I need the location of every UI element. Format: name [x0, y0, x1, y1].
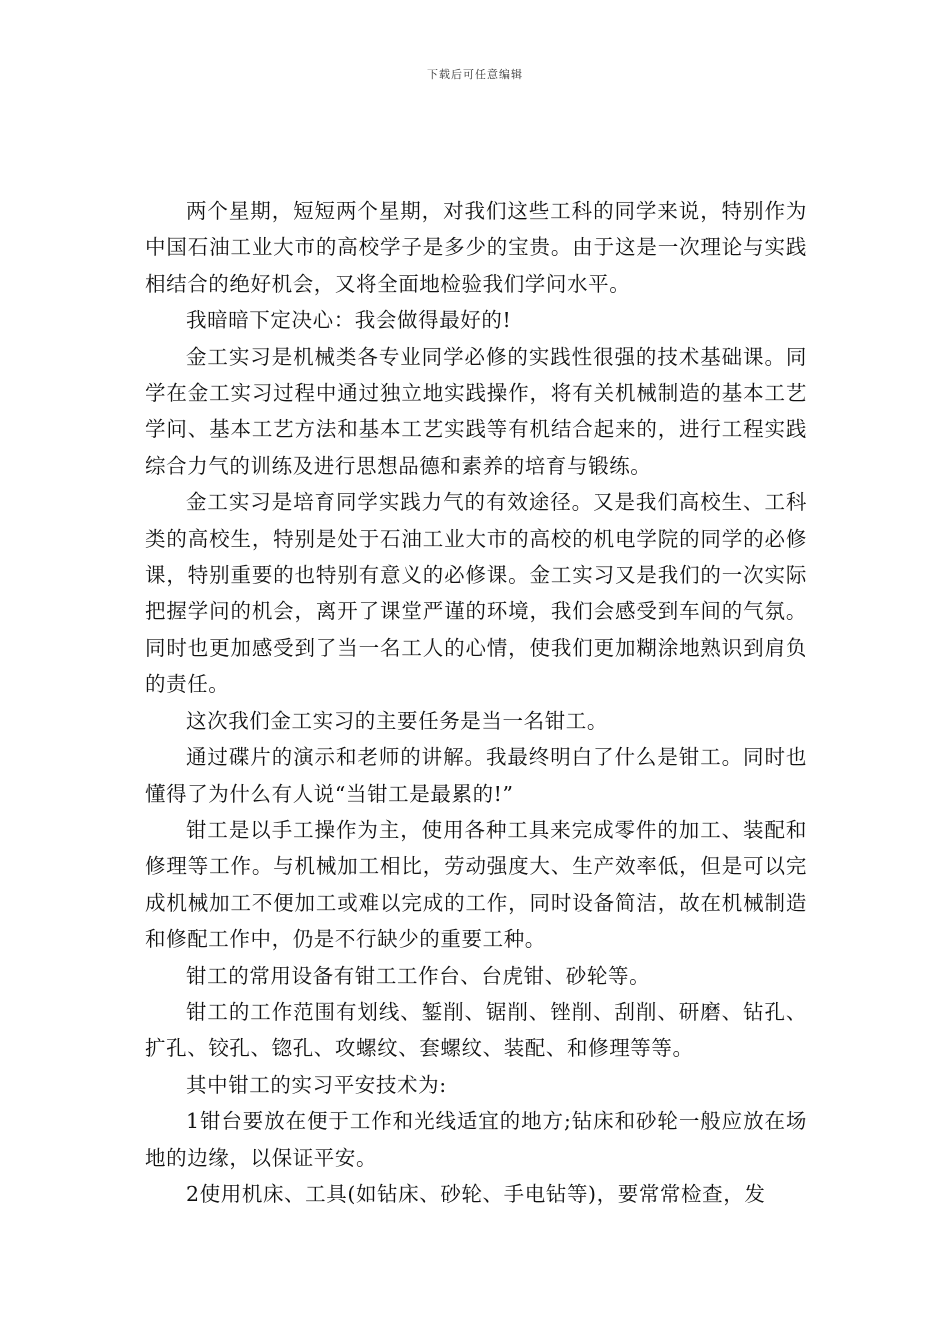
paragraph: 钳工的工作范围有划线、錾削、锯削、锉削、刮削、研磨、钻孔、扩孔、铰孔、锪孔、攻螺纹、套螺纹、装配、和修理等等。	[145, 999, 807, 1061]
paragraph: 其中钳工的实习平安技术为:	[186, 1072, 447, 1097]
body-text	[145, 193, 807, 1212]
paragraph: 通过碟片的演示和老师的讲解。我最终明白了什么是钳工。同时也懂得了为什么有人说“当钳工是最累的!”	[145, 745, 807, 806]
paragraph: 金工实习是培育同学实践力气的有效途径。又是我们高校生、工科类的高校生，特别是处于石油工业大市的高校的机电学院的同学的必修课，特别重要的也特别有意义的必修课。金工实习又是我们的一次实际把握学问的机会，离开了课堂严谨的环境，我们会感受到车间的气氛。同时也更加感受到了当一名工人的心情，使我们更加糊涂地熟识到肩负的责任。	[145, 490, 807, 697]
paragraph: 我暗暗下定决心：我会做得最好的!	[186, 308, 512, 333]
paragraph: 钳工的常用设备有钳工工作台、台虎钳、砂轮等。	[186, 963, 651, 988]
paragraph: 1钳台要放在便于工作和光线适宜的地方;钻床和砂轮一般应放在场地的边缘，以保证平安。	[145, 1109, 807, 1170]
header-note: 下载后可任意编辑	[427, 68, 523, 81]
paragraph: 两个星期，短短两个星期，对我们这些工科的同学来说，特别作为中国石油工业大市的高校学子是多少的宝贵。由于这是一次理论与实践相结合的绝好机会，又将全面地检验我们学问水平。	[145, 199, 807, 296]
paragraph: 金工实习是机械类各专业同学必修的实践性很强的技术基础课。同学在金工实习过程中通过独立地实践操作，将有关机械制造的基本工艺学问、基本工艺方法和基本工艺实践等有机结合起来的，进行工程实践综合力气的训练及进行思想品德和素养的培育与锻练。	[145, 344, 807, 478]
paragraph: 钳工是以手工操作为主，使用各种工具来完成零件的加工、装配和修理等工作。与机械加工相比，劳动强度大、生产效率低，但是可以完成机械加工不便加工或难以完成的工作，同时设备简洁，故在机械制造和修配工作中，仍是不行缺少的重要工种。	[145, 817, 807, 952]
paragraph: 2使用机床、工具(如钻床、砂轮、手电钻等)，要常常检查，发	[186, 1181, 766, 1206]
paragraph: 这次我们金工实习的主要任务是当一名钳工。	[186, 708, 608, 733]
